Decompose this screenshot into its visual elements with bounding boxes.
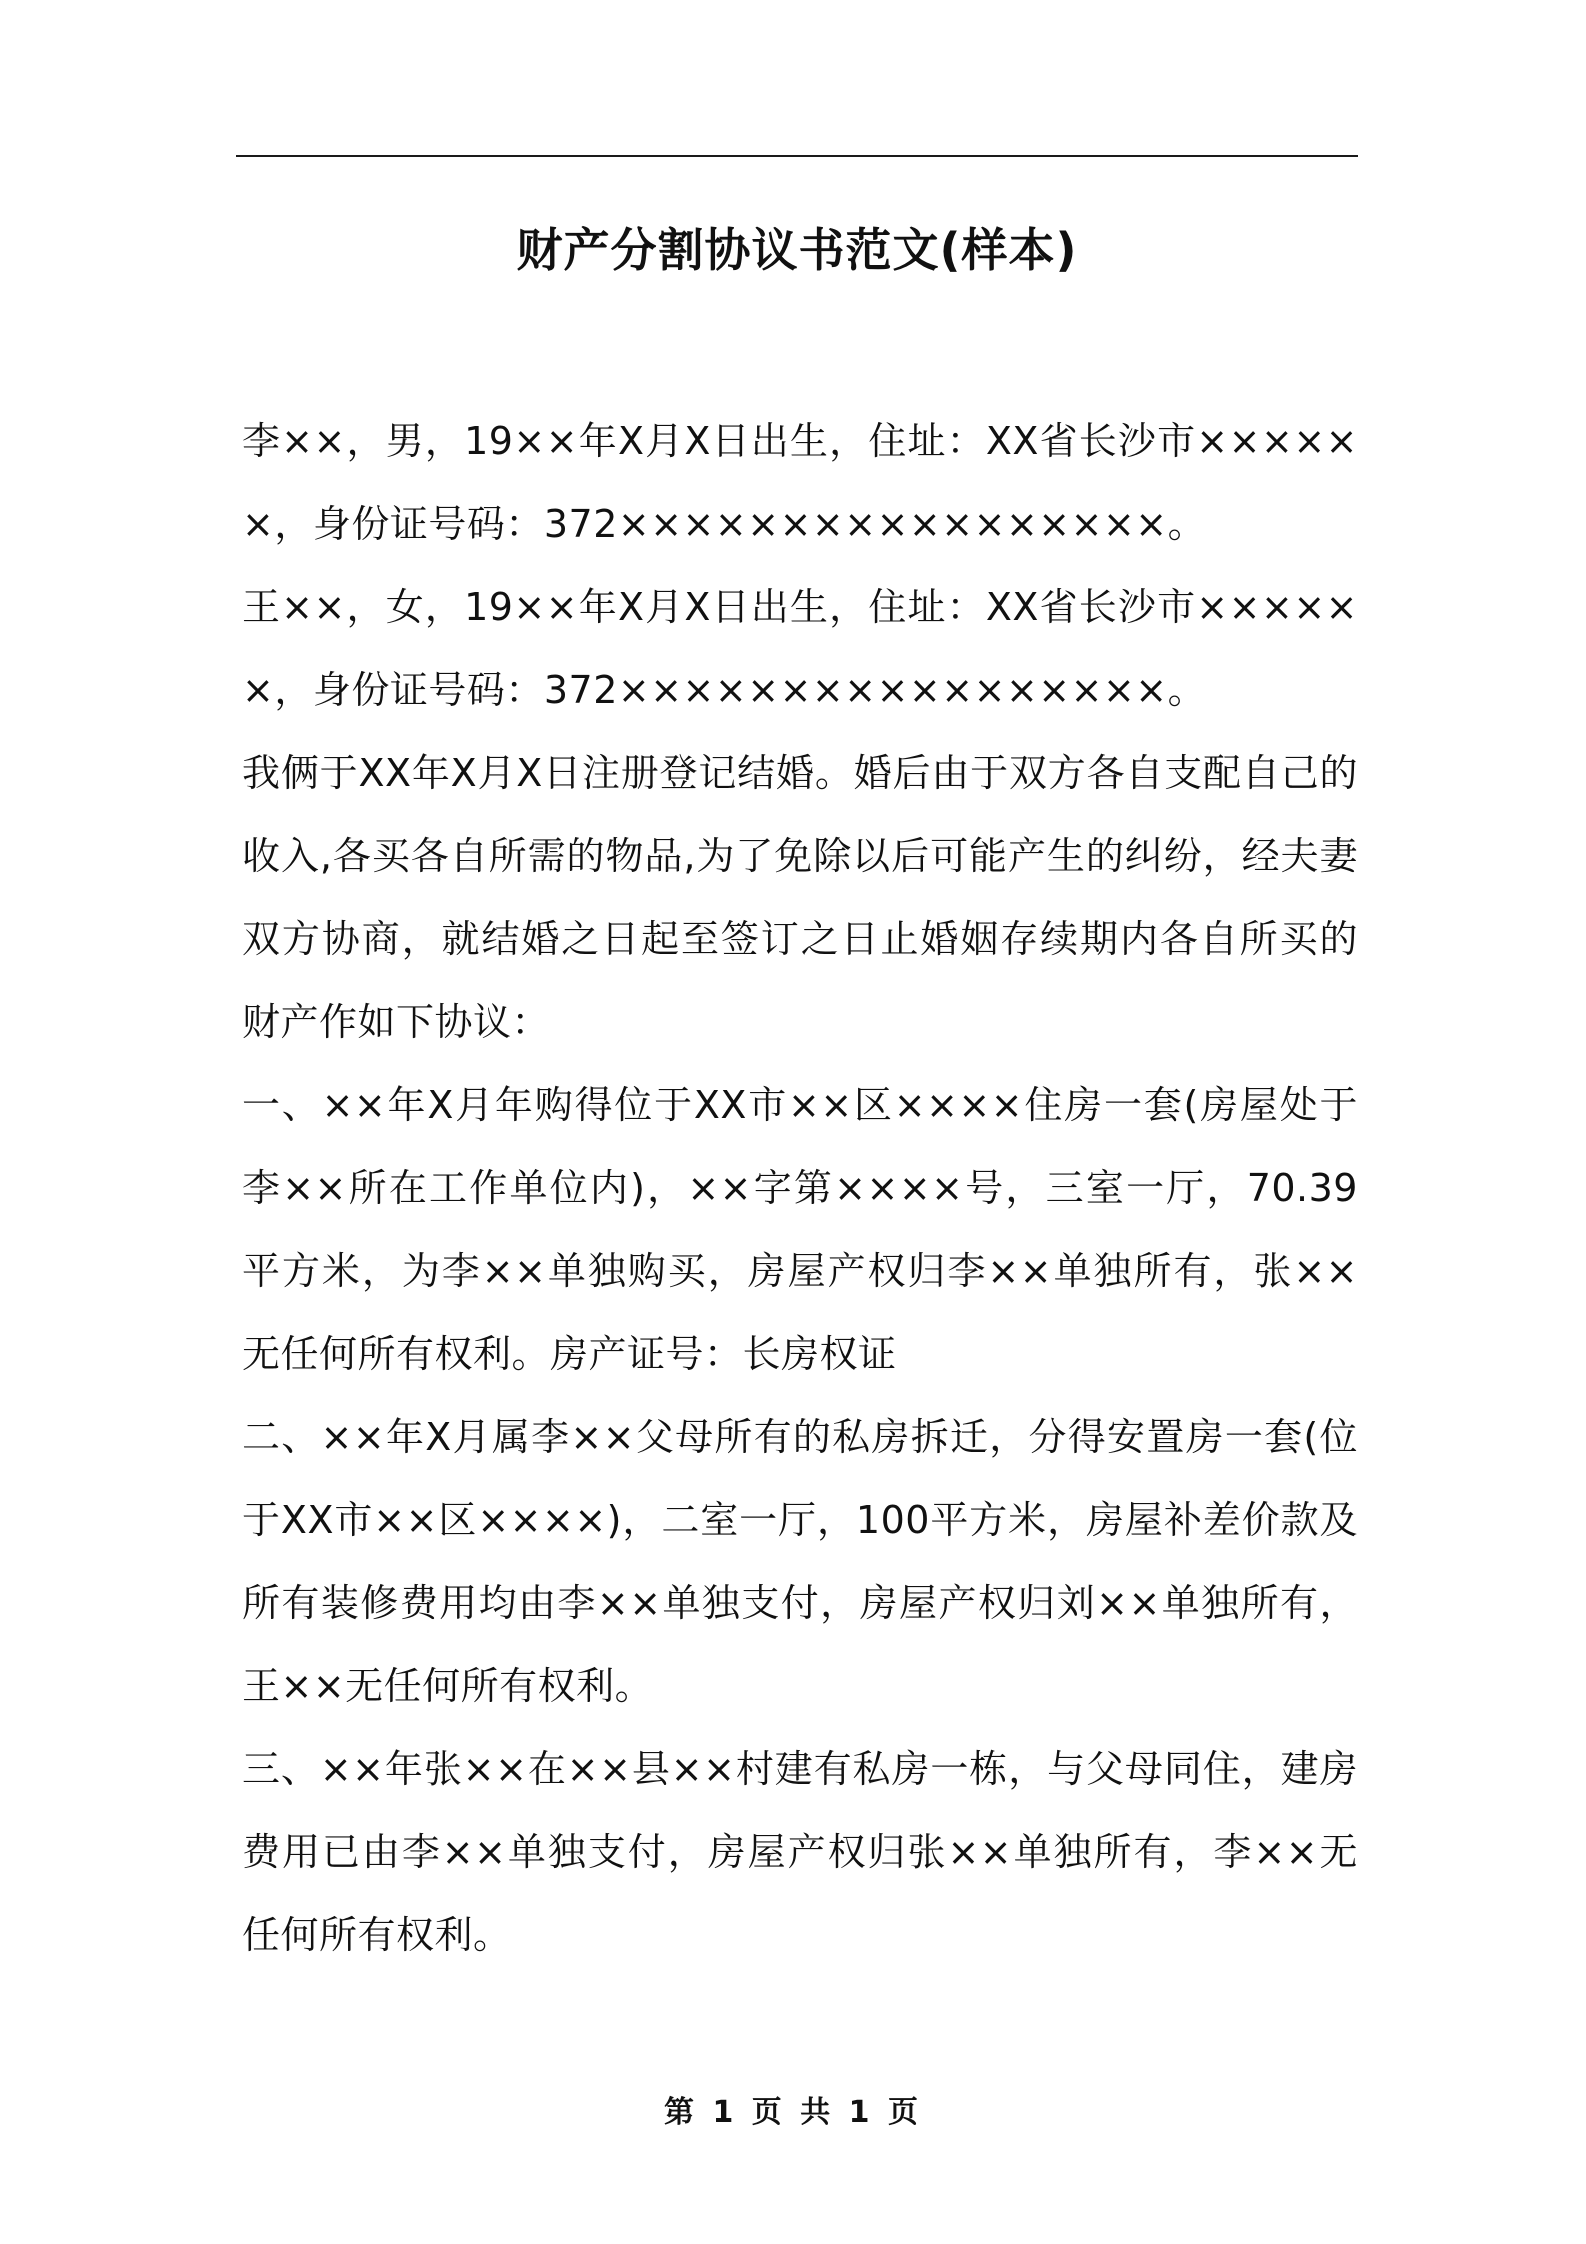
clause-two-paragraph: 二、××年X月属李××父母所有的私房拆迁，分得安置房一套(位于XX市××区××××)，二室一厅，100平方米，房屋补差价款及所有装修费用均由李××单独支付，房屋产权归刘××单独所有，王××无任何所有权利。 (242, 1415, 1358, 1708)
document-body (242, 400, 1358, 1977)
preamble-paragraph: 我俩于XX年X月X日注册登记结婚。婚后由于双方各自支配自己的收入,各买各自所需的物品,为了免除以后可能产生的纠纷，经夫妻双方协商，就结婚之日起至签订之日止婚姻存续期内各自所买的财产作如下协议： (242, 751, 1358, 1044)
clause-one-paragraph: 一、××年X月年购得位于XX市××区××××住房一套(房屋处于李××所在工作单位内)，××字第××××号，三室一厅，70.39平方米，为李××单独购买，房屋产权归李××单独所有，张××无任何所有权利。房产证号：长房权证 (242, 1083, 1358, 1376)
page-number-footer: 第 1 页 共 1 页 (664, 2095, 922, 2130)
party-a-paragraph: 李××，男，19××年X月X日出生，住址：XX省长沙市××××××，身份证号码：372×××××××××××××××××。 (242, 419, 1358, 546)
clause-three-paragraph: 三、××年张××在××县××村建有私房一栋，与父母同住，建房费用已由李××单独支付，房屋产权归张××单独所有，李××无任何所有权利。 (242, 1747, 1358, 1957)
header-rule (236, 155, 1358, 157)
party-b-paragraph: 王××，女，19××年X月X日出生，住址：XX省长沙市××××××，身份证号码：372×××××××××××××××××。 (242, 585, 1358, 712)
document-title: 财产分割协议书范文(样本) (516, 223, 1078, 277)
